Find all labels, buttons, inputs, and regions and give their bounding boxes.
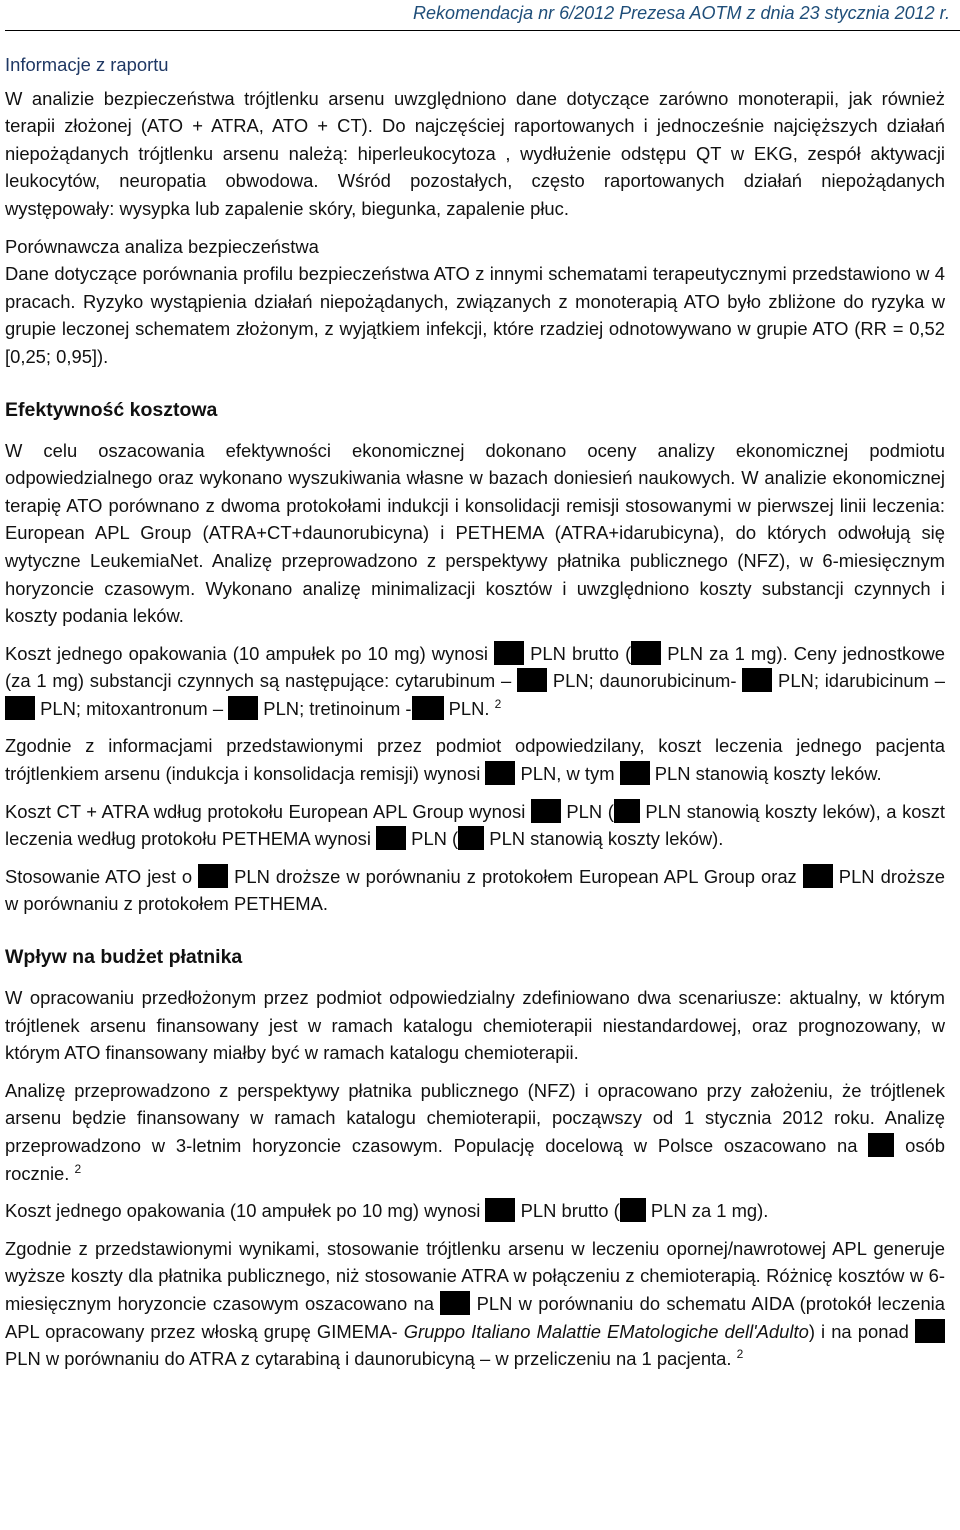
- redaction-box: [485, 761, 515, 785]
- text-run: Koszt jednego opakowania (10 ampułek po 10 mg) wynosi: [5, 1200, 486, 1222]
- redaction-box: [494, 641, 524, 665]
- paragraph: W analizie bezpieczeństwa trójtlenku arsenu uwzględniono dane dotyczące zarówno monoterapii, jak również terapii złożonej (ATO + ATRA, ATO + CT). Do najczęściej raportowanych i jednocześnie najcięższych działań niepożądanych trójtlenku arsenu należą: hiperleukocytoza , wydłużenie odstępu QT w EKG, zespół aktywacji leukocytów, neuropatia obwodowa. Wśród pozostałych, często raportowanych działań niepożądanych występowały: wysypka lub zapalenie skóry, biegunka, zapalenie płuc.: [5, 87, 945, 219]
- redaction-box: [5, 696, 35, 720]
- text-run: PLN w porównaniu do ATRA z cytarabiną i daunorubicyną – w przeliczeniu na 1 pacjenta.: [5, 1348, 737, 1370]
- text-run: Koszt jednego opakowania (10 ampułek po 10 mg) wynosi: [5, 642, 495, 664]
- text-run: PLN, w tym: [515, 763, 620, 785]
- paragraph: [5, 1077, 945, 1187]
- section-heading: Wpływ na budżet płatnika: [5, 946, 243, 969]
- redaction-box: [631, 641, 661, 665]
- text-run: PLN za 1 mg).: [645, 1200, 769, 1222]
- text-run: Zgodnie z przedstawionymi wynikami, stosowanie trójtlenku arsenu w leczeniu opornej/nawrotowej APL generuje wyższe koszty dla płatnika publicznego, niż stosowanie ATRA w połączeniu z chemioterapią. Różnicę kosztów w 6-miesięcznym horyzoncie czasowym oszacowano na: [5, 1237, 945, 1314]
- redaction-box: [440, 1291, 470, 1315]
- redaction-box: [620, 761, 650, 785]
- paragraph: [5, 863, 945, 918]
- text-run: PLN za 1 mg). Ceny jednostkowe (za 1 mg) substancji czynnych są następujące: cytarubinum –: [5, 642, 945, 692]
- redaction-box: [915, 1319, 945, 1343]
- footnote-marker: 2: [736, 1347, 744, 1362]
- redaction-box: [868, 1133, 894, 1157]
- paragraph: [5, 1197, 945, 1225]
- header-rule: [5, 30, 960, 31]
- paragraph: W opracowaniu przedłożonym przez podmiot odpowiedzialny zdefiniowano dwa scenariusze: aktualny, w którym trójtlenek arsenu finansowany jest w ramach katalogu chemioterapii niestandardowej, oraz prognozowany, w którym ATO finansowany miałby być w ramach katalogu chemioterapii.: [5, 987, 945, 1064]
- redaction-box: [198, 864, 228, 888]
- paragraph: Dane dotyczące porównania profilu bezpieczeństwa ATO z innymi schematami terapeutycznymi przedstawiono w 4 pracach. Ryzyko wystąpienia działań niepożądanych, związanych z monoterapią ATO było zbliżone do ryzyka w grupie leczonej schematem złożonym, z wyjątkiem infekcji, które rzadziej odnotowywano w grupie ATO (RR = 0,52 [0,25; 0,95]).: [5, 263, 945, 367]
- text-run: PLN w porównaniu do schematu AIDA (protokół leczenia APL opracowany przez włoską grupę GIMEMA-: [5, 1292, 945, 1342]
- paragraph: [5, 732, 945, 787]
- document-page: [5, 0, 950, 1383]
- text-run: Zgodnie z informacjami przedstawionymi przez podmiot odpowiedzilany, koszt leczenia jednego pacjenta trójtlenkiem arsenu (indukcja i konsolidacja remisji) wynosi: [5, 735, 945, 785]
- subsection-title: Porównawcza analiza bezpieczeństwa: [5, 235, 319, 257]
- text-run: PLN stanowią koszty leków).: [484, 828, 724, 850]
- paragraph: [5, 1235, 945, 1373]
- paragraph: [5, 798, 945, 853]
- redaction-box: [228, 696, 258, 720]
- text-run: PLN (: [406, 828, 459, 850]
- text-run: PLN; tretinoinum -: [258, 697, 412, 719]
- redaction-box: [614, 799, 640, 823]
- text-run: Stosowanie ATO jest o: [5, 865, 199, 887]
- footnote-marker: 2: [494, 696, 502, 711]
- text-run: PLN; idarubicinum –: [772, 670, 945, 692]
- text-run: PLN; daunorubicinum-: [547, 670, 743, 692]
- paragraph: [5, 640, 945, 723]
- redaction-box: [531, 799, 561, 823]
- text-run: PLN droższe w porównaniu z protokołem European APL Group oraz: [228, 865, 803, 887]
- text-run: Analizę przeprowadzono z perspektywy płatnika publicznego (NFZ) i opracowano przy założeniu, że trójtlenek arsenu będzie finansowany w ramach katalogu chemioterapii, począwszy od 1 stycznia 2012 roku. Analizę przeprowadzono w 3-letnim horyzoncie czasowym. Populację docelową w Polsce oszacowano na: [5, 1079, 945, 1156]
- page-header: Rekomendacja nr 6/2012 Prezesa AOTM z dnia 23 stycznia 2012 r.: [413, 3, 950, 23]
- paragraph: W celu oszacowania efektywności ekonomicznej dokonano oceny analizy ekonomicznej podmiotu odpowiedzialnego oraz wykonano wyszukiwania własne w bazach doniesień naukowych. W analizie ekonomicznej terapię ATO porównano z dwoma protokołami indukcji i konsolidacji remisji stosowanymi w pierwszej linii leczenia: European APL Group (ATRA+CT+daunorubicyna) i PETHEMA (ATRA+idarubicyna), do których odwołują się wytyczne LeukemiaNet. Analizę przeprowadzono z perspektywy płatnika publicznego (NFZ), w 6-miesięcznym horyzoncie czasowym. Wykonano analizę minimalizacji kosztów i uwzględniono koszty substancji czynnych i koszty podania leków.: [5, 439, 945, 627]
- section-title-raport: Informacje z raportu: [5, 54, 169, 75]
- text-run: ) i na ponad: [808, 1320, 915, 1342]
- redaction-box: [803, 864, 833, 888]
- redaction-box: [412, 696, 444, 720]
- redaction-box: [742, 668, 772, 692]
- redaction-box: [485, 1198, 515, 1222]
- text-run: PLN; mitoxantronum –: [35, 697, 229, 719]
- footnote-marker: 2: [74, 1161, 82, 1176]
- section-heading: Efektywność kosztowa: [5, 398, 218, 421]
- text-run: PLN brutto (: [515, 1200, 620, 1222]
- text-run: PLN stanowią koszty leków.: [649, 763, 882, 785]
- text-run: PLN (: [560, 800, 614, 822]
- text-run: PLN brutto (: [524, 642, 632, 664]
- italic-text-run: Gruppo Italiano Malattie EMatologiche dell'Adulto: [403, 1320, 809, 1342]
- redaction-box: [458, 826, 484, 850]
- text-run: osób rocznie.: [5, 1135, 945, 1184]
- redaction-box: [517, 668, 547, 692]
- text-run: PLN droższe w porównaniu z protokołem PETHEMA.: [5, 865, 945, 915]
- redaction-box: [376, 826, 406, 850]
- text-run: Koszt CT + ATRA wdług protokołu European APL Group wynosi: [5, 800, 531, 822]
- text-run: PLN stanowią koszty leków), a koszt leczenia według protokołu PETHEMA wynosi: [5, 800, 945, 850]
- text-run: PLN.: [443, 697, 495, 719]
- redaction-box: [620, 1198, 646, 1222]
